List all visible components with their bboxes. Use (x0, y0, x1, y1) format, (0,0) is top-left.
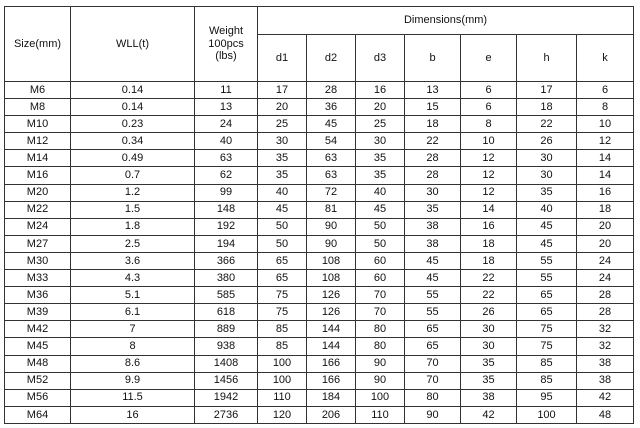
cell-weight: 40 (195, 133, 258, 150)
cell-d1: 45 (258, 201, 307, 218)
cell-h: 55 (517, 270, 577, 287)
cell-d3: 60 (356, 252, 405, 269)
cell-e: 22 (461, 270, 517, 287)
cell-b: 30 (405, 184, 461, 201)
table-row (5, 270, 634, 287)
cell-weight: 148 (195, 201, 258, 218)
cell-d1: 35 (258, 167, 307, 184)
cell-size: M48 (5, 355, 71, 372)
table-row (5, 389, 634, 406)
table-row (5, 218, 634, 235)
cell-d1: 120 (258, 406, 307, 423)
cell-weight: 618 (195, 304, 258, 321)
cell-d1: 100 (258, 372, 307, 389)
table-row (5, 167, 634, 184)
weight-label-line1: Weight (208, 25, 244, 38)
cell-size: M14 (5, 150, 71, 167)
table-row (5, 338, 634, 355)
cell-weight: 1456 (195, 372, 258, 389)
weight-label-line3: (lbs) (215, 50, 237, 63)
cell-e: 18 (461, 235, 517, 252)
cell-h: 40 (517, 201, 577, 218)
cell-k: 16 (577, 184, 634, 201)
cell-e: 35 (461, 372, 517, 389)
cell-d3: 110 (356, 406, 405, 423)
cell-e: 12 (461, 184, 517, 201)
cell-b: 65 (405, 321, 461, 338)
cell-d2: 81 (307, 201, 356, 218)
cell-d1: 50 (258, 235, 307, 252)
cell-k: 20 (577, 218, 634, 235)
cell-k: 48 (577, 406, 634, 423)
table-row (5, 82, 634, 99)
cell-h: 95 (517, 389, 577, 406)
col-header-h: h (517, 35, 577, 82)
cell-e: 6 (461, 99, 517, 116)
cell-d1: 100 (258, 355, 307, 372)
cell-wll: 7 (71, 321, 195, 338)
cell-b: 55 (405, 287, 461, 304)
cell-k: 10 (577, 116, 634, 133)
cell-size: M8 (5, 99, 71, 116)
cell-d3: 60 (356, 270, 405, 287)
cell-weight: 889 (195, 321, 258, 338)
cell-size: M56 (5, 389, 71, 406)
cell-wll: 6.1 (71, 304, 195, 321)
cell-weight: 62 (195, 167, 258, 184)
cell-weight: 1408 (195, 355, 258, 372)
cell-d2: 36 (307, 99, 356, 116)
cell-e: 12 (461, 150, 517, 167)
cell-wll: 0.7 (71, 167, 195, 184)
cell-size: M12 (5, 133, 71, 150)
cell-d3: 80 (356, 338, 405, 355)
cell-d1: 35 (258, 150, 307, 167)
cell-k: 42 (577, 389, 634, 406)
cell-b: 45 (405, 252, 461, 269)
cell-e: 22 (461, 287, 517, 304)
cell-wll: 8.6 (71, 355, 195, 372)
weight-label-line2: 100pcs (208, 37, 244, 50)
cell-d3: 90 (356, 372, 405, 389)
cell-k: 38 (577, 355, 634, 372)
cell-d2: 206 (307, 406, 356, 423)
cell-d3: 16 (356, 82, 405, 99)
cell-d3: 20 (356, 99, 405, 116)
cell-weight: 366 (195, 252, 258, 269)
cell-d1: 75 (258, 304, 307, 321)
cell-d2: 63 (307, 150, 356, 167)
cell-d3: 50 (356, 235, 405, 252)
cell-h: 75 (517, 338, 577, 355)
table-row (5, 355, 634, 372)
cell-d2: 126 (307, 287, 356, 304)
cell-weight: 24 (195, 116, 258, 133)
cell-size: M22 (5, 201, 71, 218)
cell-d2: 166 (307, 355, 356, 372)
cell-h: 55 (517, 252, 577, 269)
cell-size: M52 (5, 372, 71, 389)
cell-d3: 35 (356, 167, 405, 184)
cell-e: 18 (461, 252, 517, 269)
cell-e: 38 (461, 389, 517, 406)
cell-d1: 40 (258, 184, 307, 201)
col-header-d3: d3 (356, 35, 405, 82)
cell-weight: 11 (195, 82, 258, 99)
cell-k: 38 (577, 372, 634, 389)
table-body (5, 82, 634, 424)
cell-e: 10 (461, 133, 517, 150)
cell-k: 24 (577, 270, 634, 287)
cell-d3: 80 (356, 321, 405, 338)
cell-weight: 2736 (195, 406, 258, 423)
cell-h: 100 (517, 406, 577, 423)
cell-e: 30 (461, 321, 517, 338)
cell-size: M24 (5, 218, 71, 235)
cell-d2: 54 (307, 133, 356, 150)
cell-d1: 110 (258, 389, 307, 406)
cell-h: 30 (517, 167, 577, 184)
cell-h: 85 (517, 372, 577, 389)
cell-b: 28 (405, 167, 461, 184)
col-header-wll: WLL(t) (71, 7, 195, 82)
table-row (5, 99, 634, 116)
cell-b: 70 (405, 372, 461, 389)
cell-d1: 30 (258, 133, 307, 150)
cell-k: 28 (577, 287, 634, 304)
cell-h: 65 (517, 304, 577, 321)
cell-b: 18 (405, 116, 461, 133)
col-header-b: b (405, 35, 461, 82)
cell-b: 80 (405, 389, 461, 406)
cell-size: M16 (5, 167, 71, 184)
cell-wll: 0.49 (71, 150, 195, 167)
cell-b: 55 (405, 304, 461, 321)
cell-d1: 65 (258, 270, 307, 287)
cell-wll: 1.2 (71, 184, 195, 201)
cell-k: 14 (577, 167, 634, 184)
cell-wll: 0.14 (71, 99, 195, 116)
cell-h: 75 (517, 321, 577, 338)
cell-b: 38 (405, 218, 461, 235)
cell-h: 17 (517, 82, 577, 99)
cell-size: M45 (5, 338, 71, 355)
cell-b: 13 (405, 82, 461, 99)
cell-k: 6 (577, 82, 634, 99)
cell-d1: 75 (258, 287, 307, 304)
cell-d3: 35 (356, 150, 405, 167)
cell-weight: 585 (195, 287, 258, 304)
cell-d1: 65 (258, 252, 307, 269)
cell-h: 18 (517, 99, 577, 116)
cell-k: 14 (577, 150, 634, 167)
cell-size: M27 (5, 235, 71, 252)
table-row (5, 184, 634, 201)
cell-size: M10 (5, 116, 71, 133)
cell-d2: 72 (307, 184, 356, 201)
cell-h: 65 (517, 287, 577, 304)
cell-wll: 5.1 (71, 287, 195, 304)
col-header-weight (195, 7, 258, 82)
cell-d3: 50 (356, 218, 405, 235)
col-header-d1: d1 (258, 35, 307, 82)
col-header-dimensions: Dimensions(mm) (258, 7, 634, 35)
cell-e: 12 (461, 167, 517, 184)
cell-d2: 144 (307, 338, 356, 355)
table-row (5, 304, 634, 321)
cell-h: 85 (517, 355, 577, 372)
cell-weight: 1942 (195, 389, 258, 406)
cell-k: 32 (577, 338, 634, 355)
cell-e: 35 (461, 355, 517, 372)
cell-wll: 8 (71, 338, 195, 355)
cell-wll: 1.8 (71, 218, 195, 235)
cell-d3: 45 (356, 201, 405, 218)
cell-d1: 25 (258, 116, 307, 133)
cell-wll: 4.3 (71, 270, 195, 287)
cell-d3: 90 (356, 355, 405, 372)
cell-d2: 166 (307, 372, 356, 389)
cell-k: 20 (577, 235, 634, 252)
cell-weight: 938 (195, 338, 258, 355)
cell-d3: 30 (356, 133, 405, 150)
table-row (5, 150, 634, 167)
cell-size: M30 (5, 252, 71, 269)
cell-d2: 90 (307, 235, 356, 252)
col-header-e: e (461, 35, 517, 82)
cell-d2: 108 (307, 252, 356, 269)
cell-d2: 126 (307, 304, 356, 321)
cell-e: 8 (461, 116, 517, 133)
cell-size: M20 (5, 184, 71, 201)
cell-wll: 16 (71, 406, 195, 423)
cell-wll: 0.14 (71, 82, 195, 99)
col-header-size: Size(mm) (5, 7, 71, 82)
cell-b: 35 (405, 201, 461, 218)
cell-d2: 144 (307, 321, 356, 338)
cell-h: 22 (517, 116, 577, 133)
cell-wll: 0.23 (71, 116, 195, 133)
cell-size: M42 (5, 321, 71, 338)
cell-e: 26 (461, 304, 517, 321)
cell-size: M39 (5, 304, 71, 321)
cell-b: 70 (405, 355, 461, 372)
cell-weight: 380 (195, 270, 258, 287)
cell-weight: 192 (195, 218, 258, 235)
cell-d1: 20 (258, 99, 307, 116)
specification-table (4, 6, 634, 424)
cell-k: 12 (577, 133, 634, 150)
cell-k: 18 (577, 201, 634, 218)
cell-e: 14 (461, 201, 517, 218)
cell-wll: 1.5 (71, 201, 195, 218)
table-row (5, 321, 634, 338)
cell-wll: 9.9 (71, 372, 195, 389)
cell-e: 16 (461, 218, 517, 235)
cell-h: 30 (517, 150, 577, 167)
cell-d2: 90 (307, 218, 356, 235)
cell-d3: 100 (356, 389, 405, 406)
cell-b: 28 (405, 150, 461, 167)
cell-k: 32 (577, 321, 634, 338)
cell-d2: 45 (307, 116, 356, 133)
table-row (5, 372, 634, 389)
cell-d1: 50 (258, 218, 307, 235)
cell-b: 22 (405, 133, 461, 150)
cell-wll: 0.34 (71, 133, 195, 150)
cell-d3: 70 (356, 304, 405, 321)
cell-weight: 99 (195, 184, 258, 201)
cell-d2: 28 (307, 82, 356, 99)
cell-h: 45 (517, 218, 577, 235)
table-row (5, 252, 634, 269)
cell-b: 15 (405, 99, 461, 116)
cell-b: 45 (405, 270, 461, 287)
cell-d2: 184 (307, 389, 356, 406)
cell-d3: 40 (356, 184, 405, 201)
table-row (5, 287, 634, 304)
cell-size: M33 (5, 270, 71, 287)
col-header-k: k (577, 35, 634, 82)
cell-size: M64 (5, 406, 71, 423)
cell-b: 38 (405, 235, 461, 252)
cell-b: 90 (405, 406, 461, 423)
cell-e: 42 (461, 406, 517, 423)
cell-size: M36 (5, 287, 71, 304)
cell-wll: 2.5 (71, 235, 195, 252)
cell-d1: 85 (258, 321, 307, 338)
cell-d2: 108 (307, 270, 356, 287)
table-header (5, 7, 634, 82)
cell-d3: 25 (356, 116, 405, 133)
cell-weight: 63 (195, 150, 258, 167)
cell-wll: 11.5 (71, 389, 195, 406)
cell-d1: 85 (258, 338, 307, 355)
cell-h: 35 (517, 184, 577, 201)
cell-k: 24 (577, 252, 634, 269)
cell-wll: 3.6 (71, 252, 195, 269)
table-row (5, 235, 634, 252)
cell-d3: 70 (356, 287, 405, 304)
cell-k: 28 (577, 304, 634, 321)
table-row (5, 201, 634, 218)
cell-size: M6 (5, 82, 71, 99)
table-row (5, 116, 634, 133)
cell-weight: 194 (195, 235, 258, 252)
cell-weight: 13 (195, 99, 258, 116)
cell-b: 65 (405, 338, 461, 355)
cell-h: 45 (517, 235, 577, 252)
cell-d2: 63 (307, 167, 356, 184)
cell-k: 8 (577, 99, 634, 116)
cell-h: 26 (517, 133, 577, 150)
col-header-d2: d2 (307, 35, 356, 82)
cell-e: 6 (461, 82, 517, 99)
table-row (5, 406, 634, 423)
cell-d1: 17 (258, 82, 307, 99)
cell-e: 30 (461, 338, 517, 355)
table-row (5, 133, 634, 150)
